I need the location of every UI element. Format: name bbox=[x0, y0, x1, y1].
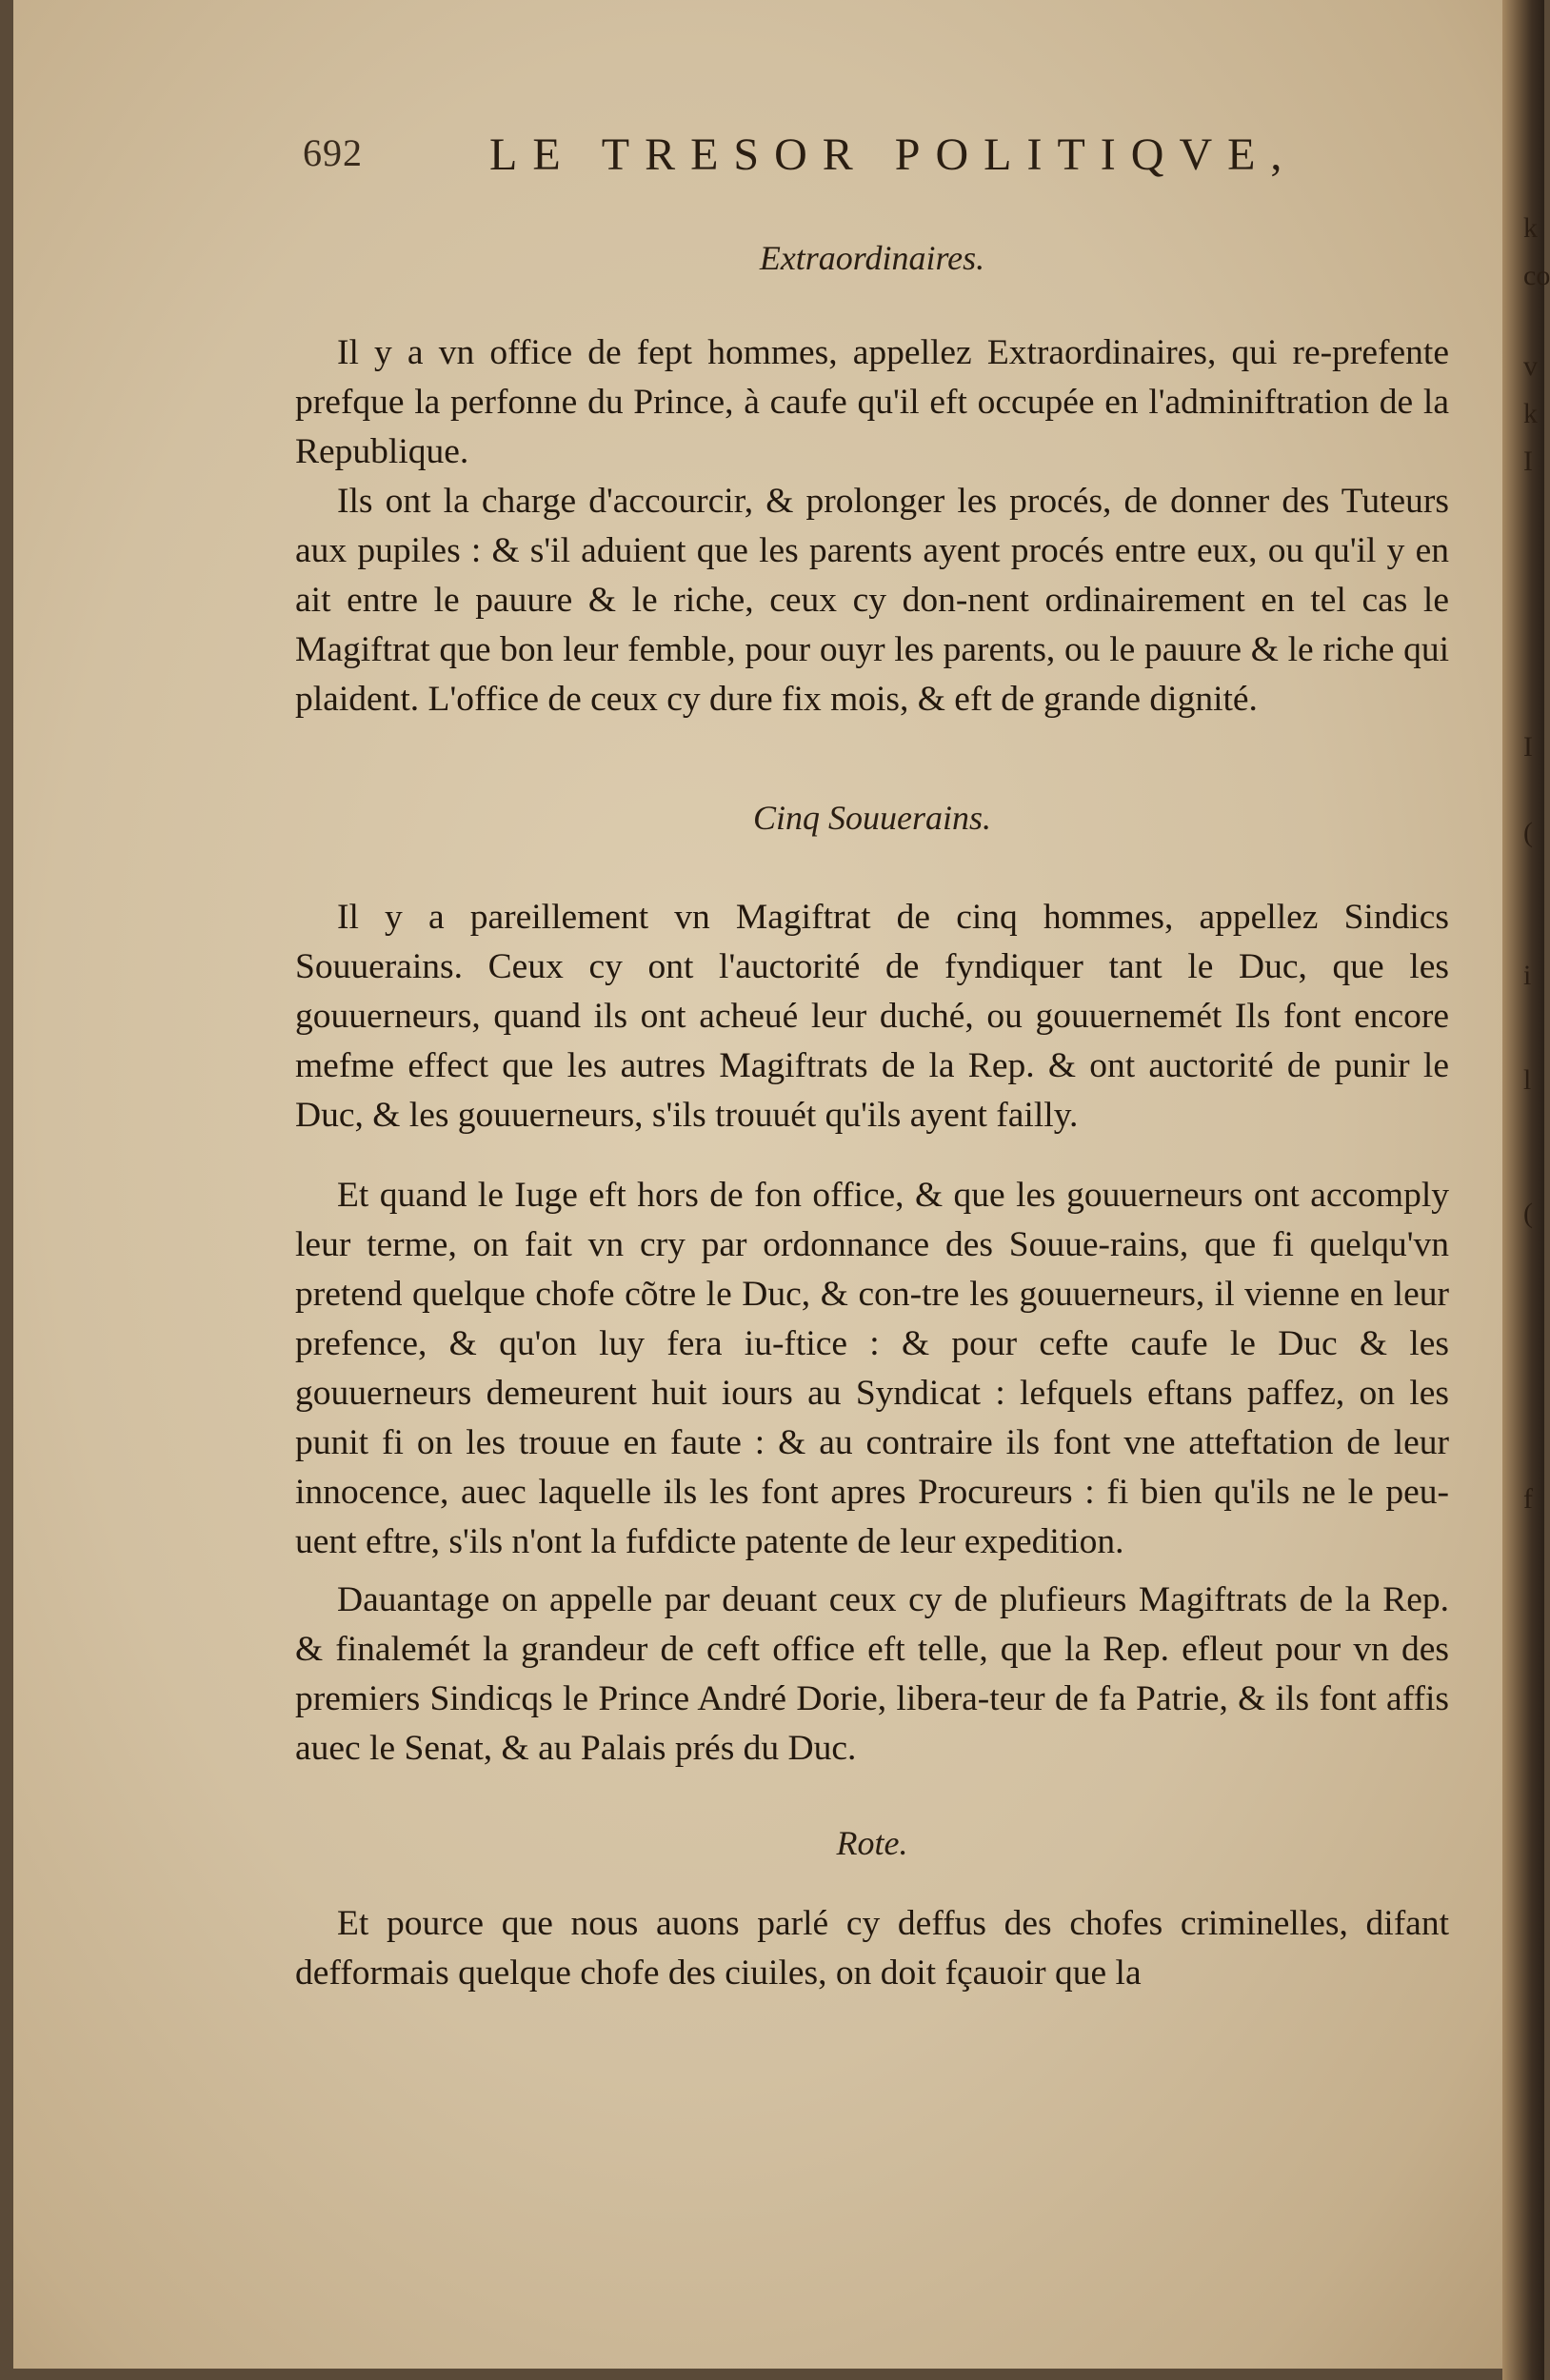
bleed-char: f bbox=[1523, 1483, 1533, 1515]
bleed-char: i bbox=[1523, 960, 1532, 991]
section-heading: Cinq Souuerains. bbox=[752, 799, 991, 837]
paragraph: Il y a pareillement vn Magiftrat de cinq hommes, appellez Sindics Souuerains. Ceux cy ont l'auctorité de fyndiquer tant le Duc, que les gouuerneurs, quand ils ont acheué leur duché, ou gouuernemét Ils font encore mefme effect que les autres Magiftrats de la Rep. & ont auctorité de punir le Duc, & les gouuerneurs, s'ils trouuét qu'ils ayent failly. bbox=[295, 898, 1449, 1135]
paragraph: Il y a vn office de fept hommes, appellez Extraordinaires, qui re-prefente prefque la perfonne du Prince, à caufe qu'il eft occupée en l'adminiftration de la Republique. bbox=[295, 333, 1449, 471]
page-number: 692 bbox=[303, 131, 363, 174]
bleed-char: k bbox=[1523, 398, 1538, 429]
bleed-char: I bbox=[1523, 731, 1533, 763]
section-heading: Rote. bbox=[836, 1824, 908, 1862]
paragraph: Et pource que nous auons parlé cy deffus des chofes criminelles, difant defformais quelque chofe des ciuiles, on doit fçauoir que la bbox=[295, 1904, 1449, 1993]
bleed-char: ( bbox=[1523, 1198, 1533, 1229]
section-heading: Extraordinaires. bbox=[759, 239, 985, 277]
bleed-char: ( bbox=[1523, 817, 1533, 848]
bleed-char: I bbox=[1523, 446, 1533, 477]
bleed-char: co bbox=[1523, 260, 1550, 291]
paragraph: Et quand le Iuge eft hors de fon office, & que les gouuerneurs ont accomply leur terme, on fait vn cry par ordonnance des Souue-rains, que fi quelqu'vn pretend quelque chofe cõtre le Duc, & con-tre les gouuerneurs, il vienne en leur prefence, & qu'on luy fera iu-ftice : & pour cefte caufe le Duc & les gouuerneurs demeurent huit iours au Syndicat : lefquels eftans paffez, on les punit fi on les trouue en faute : & au contraire ils font vne atteftation de leur innocence, auec laquelle ils les font apres Procureurs : fi bien qu'ils ne le peu-uent eftre, s'ils n'ont la fufdicte patente de leur expedition. bbox=[295, 1176, 1449, 1561]
running-title: LE TRESOR POLITIQVE, bbox=[489, 129, 1298, 180]
bleed-char: l bbox=[1523, 1064, 1532, 1096]
running-head bbox=[303, 129, 1369, 186]
bleed-char: v bbox=[1523, 350, 1538, 382]
paragraph: Dauantage on appelle par deuant ceux cy de plufieurs Magiftrats de la Rep. & finalemét la grandeur de ceft office eft telle, que la Rep. efleut pour vn des premiers Sindicqs le Prince André Dorie, libera-teur de fa Patrie, & ils font affis auec le Senat, & au Palais prés du Duc. bbox=[295, 1580, 1449, 1768]
paragraph: Ils ont la charge d'accourcir, & prolonger les procés, de donner des Tuteurs aux pupiles : & s'il aduient que les parents ayent procés entre eux, ou qu'il y en ait entre le pauure & le riche, ceux cy don-nent ordinairement en tel cas le Magiftrat que bon leur femble, pour ouyr les parents, ou le pauure & le riche qui plaident. L'office de ceux cy dure fix mois, & eft de grande dignité. bbox=[295, 482, 1449, 719]
bleed-char: k bbox=[1523, 212, 1538, 244]
